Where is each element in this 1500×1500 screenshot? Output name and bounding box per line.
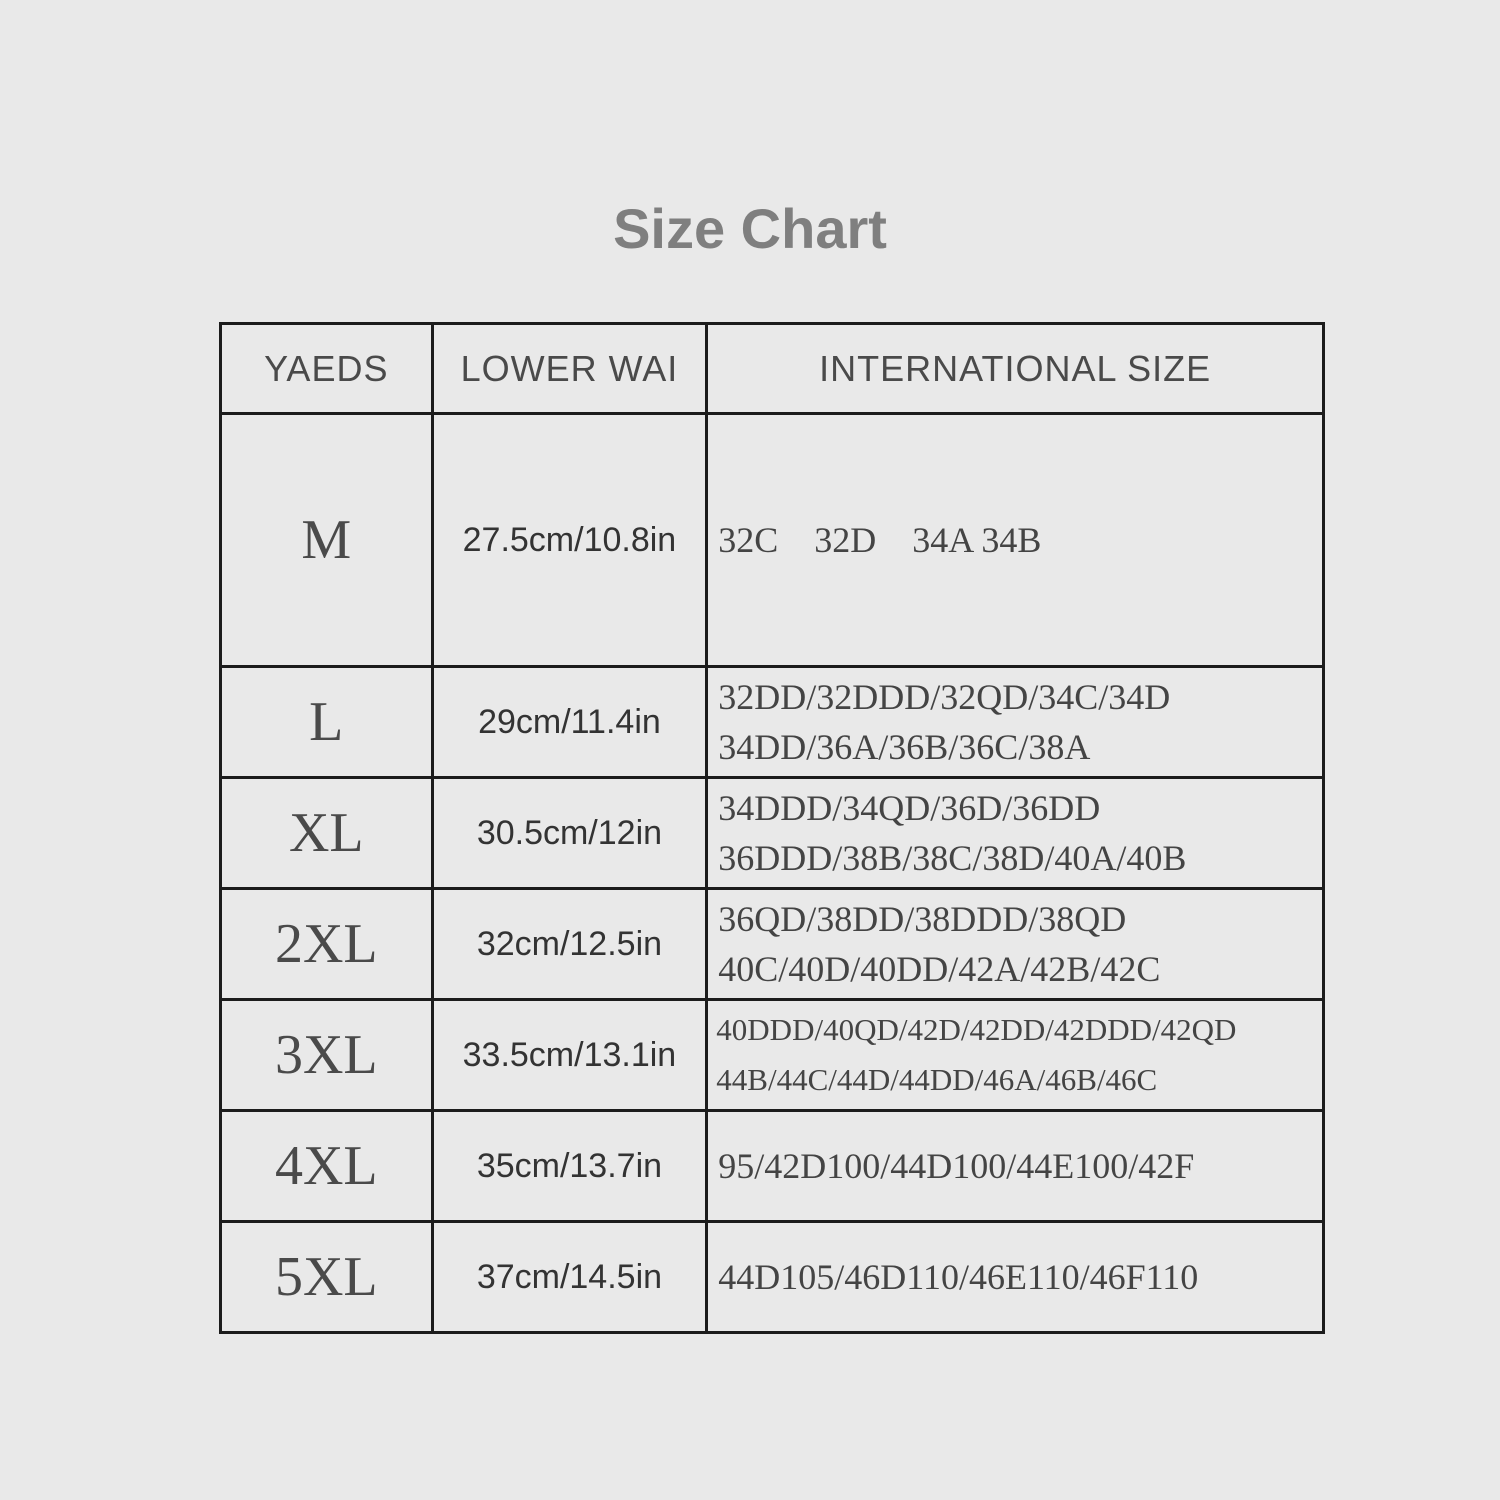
table-row (221, 414, 1324, 667)
intl-cell (707, 1111, 1324, 1222)
intl-line: 40DDD/40QD/42D/42DD/42DDD/42QD (716, 1012, 1237, 1047)
intl-cell (707, 414, 1324, 667)
intl-line: 95/42D100/44D100/44E100/42F (718, 1146, 1195, 1186)
header-size: YAEDS (221, 324, 433, 414)
size-cell: M (221, 414, 433, 667)
waist-cell: 35cm/13.7in (432, 1111, 707, 1222)
size-cell: XL (221, 778, 433, 889)
intl-line: 36DDD/38B/38C/38D/40A/40B (718, 838, 1187, 878)
size-table (219, 322, 1325, 1334)
waist-cell: 32cm/12.5in (432, 889, 707, 1000)
waist-cell: 27.5cm/10.8in (432, 414, 707, 667)
table-row (221, 889, 1324, 1000)
intl-cell (707, 778, 1324, 889)
intl-cell (707, 1000, 1324, 1111)
header-international-size: INTERNATIONAL SIZE (707, 324, 1324, 414)
size-cell: 3XL (221, 1000, 433, 1111)
intl-cell (707, 889, 1324, 1000)
table-row (221, 1222, 1324, 1333)
header-lower-waist: LOWER WAI (432, 324, 707, 414)
intl-line: 32DD/32DDD/32QD/34C/34D (718, 677, 1171, 717)
intl-cell (707, 667, 1324, 778)
size-cell: 4XL (221, 1111, 433, 1222)
size-cell: L (221, 667, 433, 778)
waist-cell: 33.5cm/13.1in (432, 1000, 707, 1111)
intl-line: 36QD/38DD/38DDD/38QD (718, 899, 1127, 939)
intl-line: 34DDD/34QD/36D/36DD (718, 788, 1101, 828)
table-row (221, 1111, 1324, 1222)
intl-line: 40C/40D/40DD/42A/42B/42C (718, 949, 1161, 989)
waist-cell: 29cm/11.4in (432, 667, 707, 778)
table-row (221, 1000, 1324, 1111)
table-row (221, 667, 1324, 778)
page-title: Size Chart (613, 197, 887, 260)
size-cell: 2XL (221, 889, 433, 1000)
intl-line: 34DD/36A/36B/36C/38A (718, 727, 1091, 767)
table-row (221, 778, 1324, 889)
size-cell: 5XL (221, 1222, 433, 1333)
intl-line: 44D105/46D110/46E110/46F110 (718, 1257, 1199, 1297)
waist-cell: 30.5cm/12in (432, 778, 707, 889)
intl-cell (707, 1222, 1324, 1333)
waist-cell: 37cm/14.5in (432, 1222, 707, 1333)
intl-line: 32C 32D 34A 34B (718, 520, 1042, 560)
intl-line: 44B/44C/44D/44DD/46A/46B/46C (716, 1062, 1158, 1097)
header-row (221, 324, 1324, 414)
